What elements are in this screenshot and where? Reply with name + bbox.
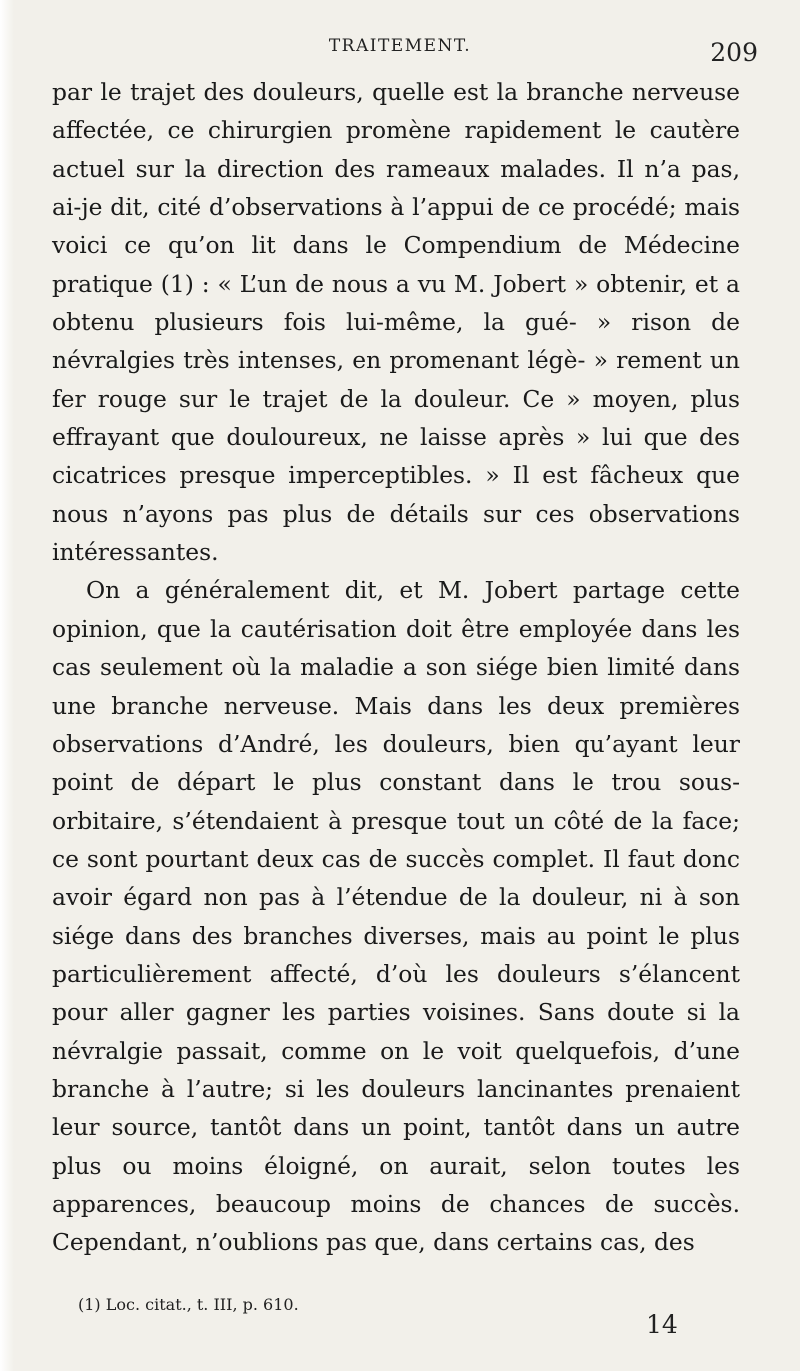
page-edge — [0, 0, 14, 1371]
page-number: 209 — [710, 38, 758, 67]
body-text — [52, 73, 740, 1262]
footnote: (1) Loc. citat., t. III, p. 610. — [78, 1295, 299, 1314]
paragraph-2: On a généralement dit, et M. Jobert partage cette opinion, que la cautérisation doit être employée dans les cas seulement où la maladie a son siége bien limité dans une branche nerveuse. Mais dans les deux premières observations d’André, les douleurs, bien qu’ayant leur point de départ le plus constant dans le trou sous-orbitaire, s’étendaient à presque tout un côté de la face; ce sont pourtant deux cas de succès complet. Il faut donc avoir égard non pas à l’étendue de la douleur, ni à son siége dans des branches diverses, mais au point le plus particulièrement affecté, d’où les douleurs s’élancent pour aller gagner les parties voisines. Sans doute si la névralgie passait, comme on le voit quelquefois, d’une branche à l’autre; si les douleurs lancinantes prenaient leur source, tantôt dans un point, tantôt dans un autre plus ou moins éloigné, on aurait, selon toutes les apparences, beaucoup moins de chances de succès. Cependant, n’oublions pas que, dans certains cas, des — [52, 576, 740, 1257]
signature-mark: 14 — [646, 1310, 678, 1339]
running-head — [50, 32, 758, 67]
running-title: TRAITEMENT. — [328, 36, 472, 56]
paragraph-1: par le trajet des douleurs, quelle est la branche nerveuse affectée, ce chirurgien promène rapidement le cautère actuel sur la direction des rameaux malades. Il n’a pas, ai-je dit, cité d’observations à l’appui de ce procédé; mais voici ce qu’on lit dans le Compendium de Médecine pratique (1) : « L’un de nous a vu M. Jobert » obtenir, et a obtenu plusieurs fois lui-même, la gué- » rison de névralgies très intenses, en promenant légè- » rement un fer rouge sur le trajet de la douleur. Ce » moyen, plus effrayant que douloureux, ne laisse après » lui que des cicatrices presque imperceptibles. » Il est fâcheux que nous n’ayons pas plus de détails sur ces observations intéressantes. — [52, 78, 740, 567]
